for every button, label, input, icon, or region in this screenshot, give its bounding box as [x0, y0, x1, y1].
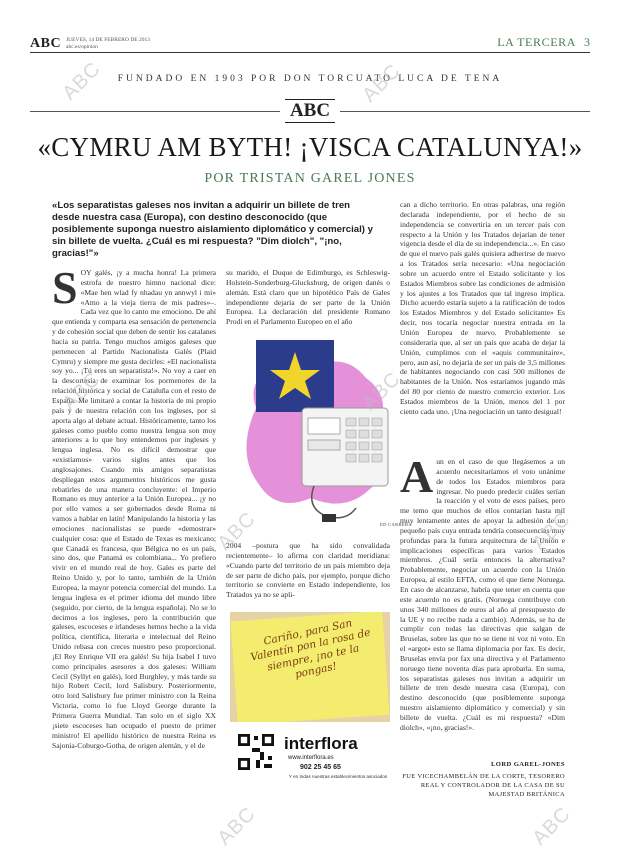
- interflora-logo: interflora: [284, 734, 358, 753]
- dropcap-a: A: [400, 457, 434, 502]
- illustration-credit: ED CARRERA: [380, 522, 412, 527]
- headline: «CYMRU AM BYTH! ¡VISCA CATALUNYA!»: [37, 132, 583, 162]
- watermark-1: ABC: [58, 57, 106, 105]
- watermark-3: ABC: [358, 367, 406, 415]
- page-number: 3: [584, 35, 590, 49]
- column-3-top: [400, 200, 565, 426]
- founded-line: FUNDADO EN 1903 POR DON TORCUATO LUCA DE TENA: [117, 74, 503, 84]
- column-3b-text: un en el caso de que llegásemos a un acuerdo necesitaríamos el voto unánime de todos los Estados miembros para ingresar. No puedo predecir cuáles serían la reacción y el voto de esos países, pero me temo que muchos de ellos contarían hasta mil muy lentamente antes de apoyar la adhesión de un pequeño país cuya entrada tendría consecuencias muy profundas para la futura arquitectura de la Unión e implicaciones específicas para varios Estados miembros. ¿Cuál sería entonces la alternativa? Probablemente, negociar un acuerdo con la Unión Europea, al estilo EFTA, como el que tiene Noruega. En caso de alcanzarse, habría que tener en cuenta que este acuerdo no es gratis. (Noruega contribuye con unos 340 millones de euros al año al presupuesto de la UE y no recibe nada a cambio). Además, se ha de cumplir con todas las directivas que salgan de Bruselas, sobre las que no se tiene ni voz ni voto. En el «argot» esto se llama diplomacia por fax. Es decir, Bruselas envía por fax una directiva y el Parlamento noruego tiene noventa días para aprobarla. En suma, los separatistas galeses nos invitan a adquirir un billete de tren desde nuestra casa (Europa), con destino desconocido (que posiblemente suponga nuestro aislamiento diplomático y comercial) y sin billete de vuelta. ¿Cuál es mi respuesta? «Dim diolch», «¡no, gracias!».: [400, 457, 565, 732]
- ad-phone: 902 25 45 65: [300, 764, 341, 771]
- qr-code-icon[interactable]: [236, 732, 276, 772]
- column-2-top: [226, 268, 390, 340]
- section-title: LA TERCERA: [497, 35, 576, 49]
- byline: POR TRISTAN GAREL JONES: [204, 171, 416, 186]
- date-text: JUEVES, 14 DE FEBRERO DE 2013: [66, 37, 151, 43]
- signature-bio: FUE VICECHAMBELÁN DE LA CORTE, TESORERO REAL Y CONTROLADOR DE LA CASA DE SU MAJESTAD BRITÁNICA: [402, 773, 565, 798]
- header-date: [66, 37, 150, 51]
- masthead-logo: ABC: [285, 99, 335, 123]
- watermark-7: ABC: [213, 802, 261, 850]
- column-2-bottom: [226, 541, 390, 606]
- column-2-text: su marido, el Duque de Edimburgo, es Schleswig-Holstein-Sonderburg-Glucksburg, de origen danés o alemán. Está claro que un hipotético País de Gales independiente dejaría de ser parte de la Unión Europea. La declaración del presidente Romano Prodi en el Parlamento Europeo en el año: [226, 268, 390, 327]
- site-text: abc.es/opinion: [66, 44, 98, 50]
- dropcap-s: S: [52, 268, 78, 313]
- watermark-8: ABC: [528, 802, 576, 850]
- watermark-4: ABC: [58, 367, 106, 415]
- header-rule: [30, 52, 590, 53]
- watermark-2: ABC: [358, 59, 406, 107]
- column-1: [52, 268, 216, 798]
- ad-web[interactable]: www.interflora.es: [288, 755, 334, 761]
- column-3-bottom: [400, 457, 565, 799]
- interflora-ad[interactable]: [230, 612, 390, 797]
- eu-telephone-illustration: [236, 338, 396, 528]
- signature-name: LORD GAREL-JONES: [491, 761, 565, 768]
- column-1-text: OY galés, ¡y a mucha honra! La primera estrofa de nuestro himno nacional dice: «Mae hen wlad fy nhadau yn annwyl i mi» «Amo a la vieja tierra de mis padres»–. Cada vez que lo canto me emociono. De ahí que entienda y comparta esa sensación de pertenencia y de cohesión social que deben de sentir los catalanes hacia su patria. Tengo muchos amigos galeses que pertenecen al Partido Nacionalista Galés (Plaid Cymru) y siempre me gusta decirles: «El nacionalista soy yo... ¡Tú eres un separatista!». No voy a caer en la descortesía de examinar los pormenores de la relación histórica y social de Cataluña con el resto de España. Me limitaré a contar la historia de mi propio país y de nuestra relación con los ingleses, por si aporta algo al debate actual. Históricamente, tanto los galeses como pueblo como nuestra lengua son muy anteriores a lo que hoy entendemos por ingleses y lengua inglesa. No es difícil demostrar que «existíamos» varios siglos antes que los anglosajones. Cuando mis amigos separatistas despliegan estos argumentos históricos me gusta rebatirles de una manera concluyente: el Imperio Romano es muy anterior a la Unión Europea... ¡y no por ello vamos a ser gobernados desde Roma ni vamos a hablar en latín! Manipulando la historia y las emociones nacionalistas se puede «demostrar» cualquier cosa: que el Estado de Texas es mexicano; que Canadá es francesa, que Bélgica no es un país, sino dos, que Panamá es colombiana... Yo prefiero vivir en el mundo real de hoy. Gales es parte del Reino Unido y, por lo tanto, también de la Unión Europea, la mayor potencia comercial del mundo. La lengua inglesa es el primer idioma del mundo libre (seguido, por cierto, de la lengua española). No se lo decimos a los ingleses, pero la contribución que galeses, escoceses e irlandeses hemos hecho a la vida política, científica, literaria e intelectual del Reino Unido rebasa con creces nuestro peso proporcional. ¡El Rey Enrique VII era galés! Su hija Isabel I tuvo como principales asesores a dos galeses: William Cecil (Syllyt en galés), lord Burghley, y más tarde su hijo Robert Cecil, lord Salisbury. Posteriormente, otro lord Salisbury fue primer ministro con la Reina Victoria, como lo fue Lloyd George durante la Primera Guerra Mundial. Tan solo en el siglo XX ¡siete escoceses han ocupado el puesto de primer ministro! El apellido histórico de nuestra Reina es Sajonia-Coburgo-Gotha, de origen alemán, y el de: [52, 268, 216, 750]
- ad-footer: [230, 722, 390, 797]
- watermark-6: ABC: [528, 507, 576, 555]
- column-2b-text: 2004 –postura que ha sido convalidada recientemente– lo afirma con claridad meridiana: «Cuando parte del territorio de un país miembro deja de ser parte de dicho país, por ejemplo, porque dicho territorio se convierte en Estado independiente, los Tratados ya no se apli-: [226, 541, 390, 600]
- lead-paragraph: «Los separatistas galeses nos invitan a adquirir un billete de tren desde nuestra casa (Europa), con destino desconocido (que posiblemente suponga nuestro aislamiento diplomático y comercial) y sin billete de vuelta. ¿Cuál es mi respuesta? "Dim diolch", "¡no, gracias!"»: [52, 200, 373, 259]
- header-logo: ABC: [30, 36, 62, 51]
- ad-note-text: Cariño, para San Valentín pon la rosa de siempre, ¡no te la pongas!: [249, 617, 372, 681]
- mast-rule-right: [340, 111, 590, 112]
- ad-small-text: Y en todas nuestras establecimientos asociados: [288, 774, 388, 779]
- illustration: [236, 338, 396, 528]
- column-3-text: can a dicho territorio. En otras palabras, una región declarada independiente, por el hecho de su independencia se convertiría en un tercer país con respecto a la Unión y los Tratados dejarían de tener vigencia desde el día de su independencia...». En caso de que el nuevo país galés quisiera adherirse de nuevo a los Tratados sería necesario: «Una negociación sobre un acuerdo entre el Estado solicitante y los Estados Miembros sobre las condiciones de admisión y los ajustes a los Tratados que tal ingreso implica. Dicho acuerdo estaría sujeto a la ratificación de todos los Estados Miembros y del Estado solicitante» Es decir, nos tocaría negociar nuestra entrada en la Unión Europea de nuevo. Probablemente se consideraría que, al ser un país que acaba de dejar la Unión, cumplimos con el «aquis communitaire», pero, aun así, no dejaría de ser un país de 3,5 millones de habitantes negociando con casi 500 millones de habitantes de la Unión. Nos estaríamos jugando más del 80 por ciento de nuestro comercio exterior. Los Estados miembros de la Unión, menos del 1 por ciento cada uno. ¡Una negociación un tanto desigual!: [400, 200, 565, 416]
- mast-rule-left: [30, 111, 280, 112]
- watermark-5: ABC: [213, 507, 261, 555]
